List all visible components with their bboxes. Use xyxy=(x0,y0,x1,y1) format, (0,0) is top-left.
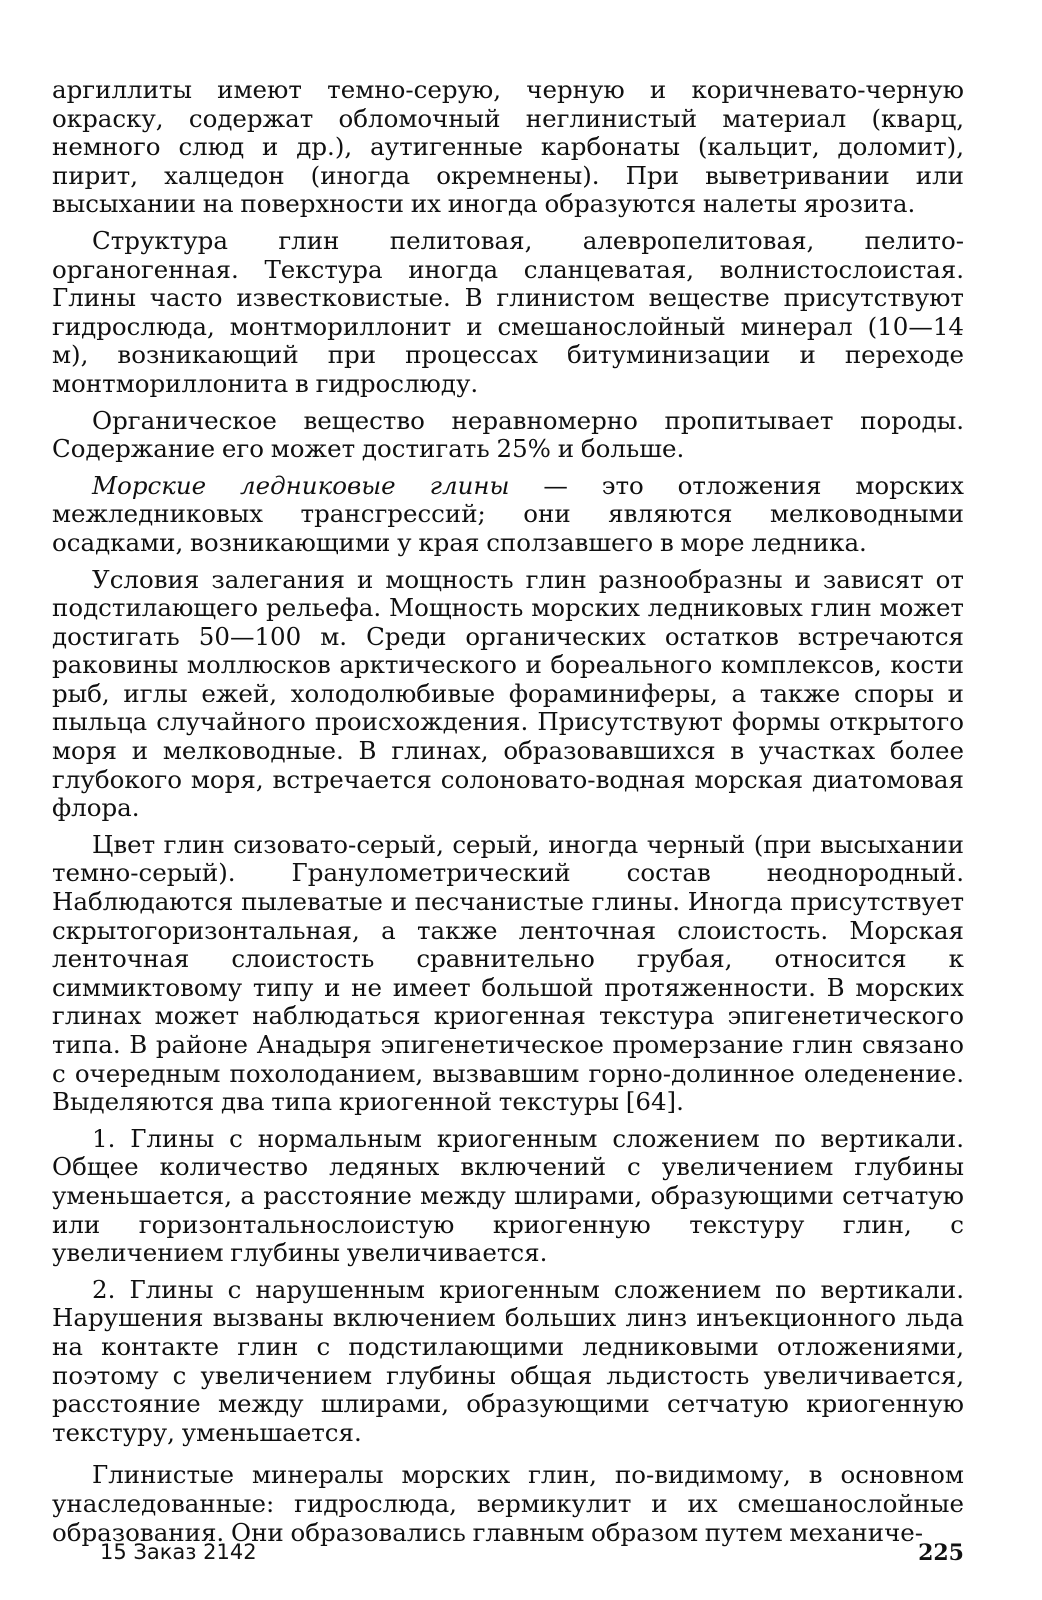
paragraph-6: Цвет глин сизовато-серый, серый, иногда черный (при высыхании темно-серый). Гранулометрический состав неоднородный. Наблюдаются пылеватые и песчанистые глины. Иногда присутствует скрытогоризонтальная, а также ленточная слоистость. Морская ленточная слоистость сравнительно грубая, относится к симмиктовому типу и не имеет большой протяженности. В морских глинах может наблюдаться криогенная текстура эпигенетического типа. В районе Анадыря эпигенетическое промерзание глин связано с очередным похолоданием, вызвавшим горно-долинное оледенение. Выделяются два типа криогенной текстуры [64]. xyxy=(52,829,964,1117)
paragraph-3: Органическое вещество неравномерно пропитывает породы. Содержание его может достигать 25% и больше. xyxy=(52,405,964,464)
page-number: 225 xyxy=(918,1540,964,1566)
term-marine-glacial-clays: Морские ледниковые глины xyxy=(92,470,510,500)
paragraph-7: 1. Глины с нормальным криогенным сложением по вертикали. Общее количество ледяных включений с увеличением глубины уменьшается, а расстояние между шлирами, образующими сетчатую или горизонтальнослоистую криогенную текстуру глин, с увеличением глубины увеличивается. xyxy=(52,1123,964,1268)
paragraph-4 xyxy=(52,472,964,558)
page-footer xyxy=(100,1540,964,1576)
paragraph-9: Глинистые минералы морских глин, по-видимому, в основном унаследованные: гидрослюда, вермикулит и их смешанослойные образования. Они образовались главным образом путем механиче- xyxy=(52,1460,964,1547)
paragraph-8: 2. Глины с нарушенным криогенным сложением по вертикали. Нарушения вызваны включением больших линз инъекционного льда на контакте глин с подстилающими ледниковыми отложениями, поэтому с увеличением глубины общая льдистость увеличивается, расстояние между шлирами, образующими сетчатую криогенную текстуру, уменьшается. xyxy=(52,1274,964,1447)
page-body xyxy=(52,76,964,1555)
paragraph-2: Структура глин пелитовая, алевропелитовая, пелито-органогенная. Текстура иногда сланцеватая, волнистослоистая. Глины часто известковистые. В глинистом веществе присутствуют гидрослюда, монтмориллонит и смешанослойный минерал (10—14 м), возникающий при процессах битуминизации и переходе монтмориллонита в гидрослюду. xyxy=(52,225,964,398)
paragraph-5: Условия залегания и мощность глин разнообразны и зависят от подстилающего рельефа. Мощность морских ледниковых глин может достигать 50—100 м. Среди органических остатков встречаются раковины моллюсков арктического и бореального комплексов, кости рыб, иглы ежей, холодолюбивые фораминиферы, а также споры и пыльца случайного происхождения. Присутствуют формы открытого моря и мелководные. В глинах, образовавшихся в участках более глубокого моря, встречается солоновато-водная морская диатомовая флора. xyxy=(52,564,964,823)
paragraph-4-text: — это отложения морских межледниковых трансгрессий; они являются мелководными осадками, возникающими у края сползавшего в море ледника. xyxy=(52,470,964,557)
printer-signature: 15 Заказ 2142 xyxy=(100,1540,257,1564)
paragraph-1: аргиллиты имеют темно-серую, черную и коричневато-черную окраску, содержат обломочный неглинистый материал (кварц, немного слюд и др.), аутигенные карбонаты (кальцит, доломит), пирит, халцедон (иногда окремнены). При выветривании или высыхании на поверхности их иногда образуются налеты ярозита. xyxy=(52,75,964,219)
